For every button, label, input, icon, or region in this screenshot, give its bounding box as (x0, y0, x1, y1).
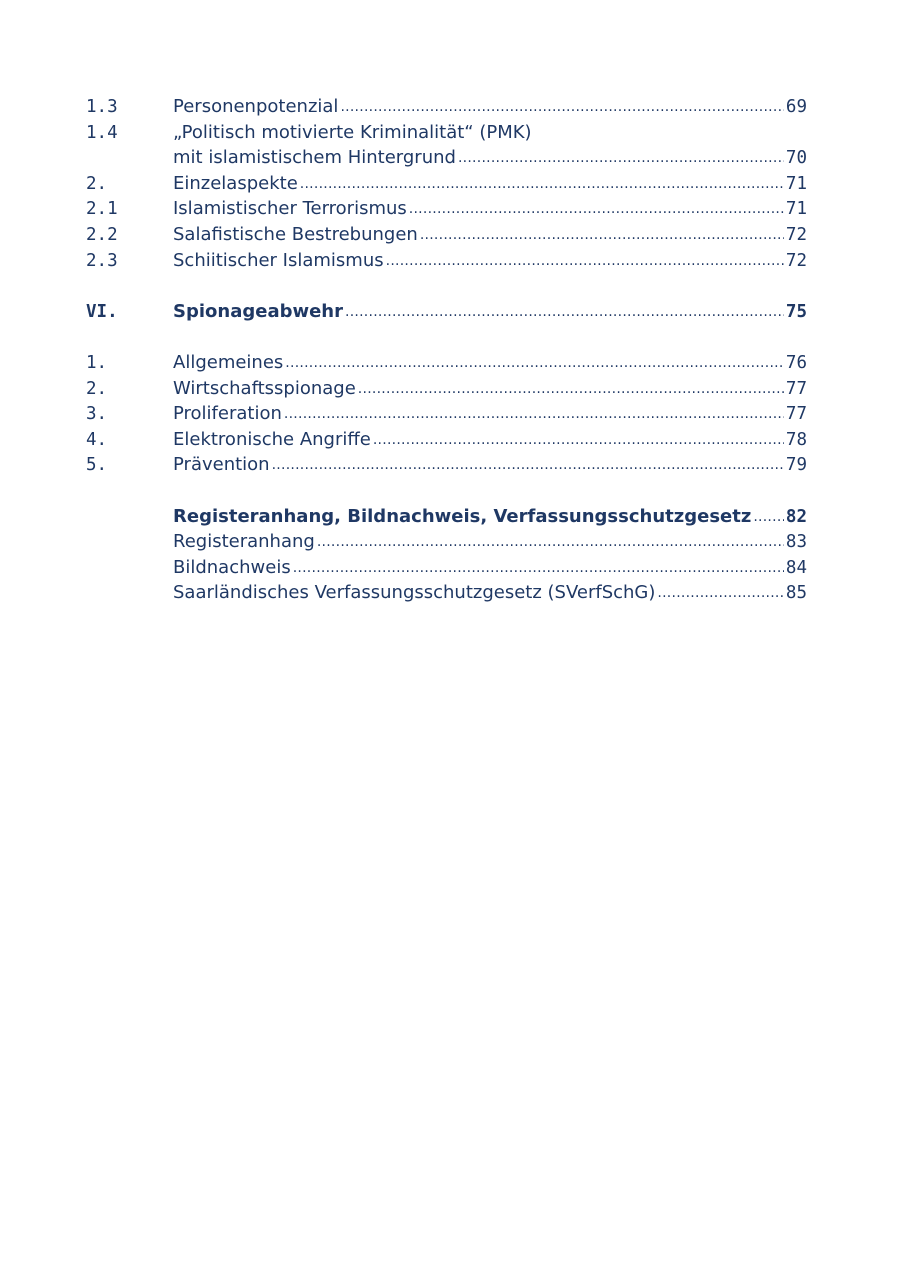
dot-leader (358, 375, 784, 403)
toc-entry-vi-1[interactable] (86, 350, 807, 376)
toc-entry-vi-3[interactable] (86, 401, 807, 427)
toc-entry-vi-2[interactable] (86, 376, 807, 402)
toc-entry-title: Registeranhang (173, 531, 315, 553)
toc-entry-page: 72 (785, 250, 807, 271)
toc-appendix-title: Registeranhang, Bildnachweis, Verfassungsschutzgesetz (173, 505, 752, 527)
spacer (86, 324, 807, 350)
toc-entry-page: 83 (785, 532, 807, 553)
dot-leader (458, 144, 784, 172)
toc-entry-page: 77 (785, 404, 807, 425)
toc-entry-title: Schiitischer Islamismus (173, 249, 384, 271)
dot-leader (284, 400, 784, 428)
dot-leader (420, 221, 784, 249)
toc-entry-page: 84 (785, 557, 807, 578)
toc-chapter-vi[interactable] (86, 299, 807, 325)
toc-entry-number: 1.3 (86, 97, 118, 117)
dot-leader (373, 426, 784, 454)
toc-appendix-heading[interactable] (86, 504, 807, 530)
toc-entry-number: 4. (86, 429, 108, 450)
table-of-contents (86, 94, 807, 606)
toc-entry-title: Prävention (173, 454, 270, 476)
toc-entry-number: 2.2 (86, 224, 118, 245)
toc-entry-title: Salafistische Bestrebungen (173, 223, 418, 245)
toc-entry-number: 5. (86, 455, 108, 476)
toc-entry-title: Elektronische Angriffe (173, 428, 371, 450)
toc-entry-2-2[interactable] (86, 222, 807, 248)
toc-entry-title: Personenpotenzial (173, 96, 339, 117)
toc-entry-page: 76 (785, 352, 807, 373)
toc-entry-page: 69 (785, 97, 807, 117)
dot-leader (753, 503, 784, 531)
toc-entry-1-4-line1[interactable] (86, 120, 807, 146)
dot-leader (317, 528, 784, 556)
toc-entry-title: Proliferation (173, 403, 282, 425)
dot-leader (657, 579, 784, 607)
toc-entry-page: 71 (785, 199, 807, 220)
toc-entry-vi-4[interactable] (86, 427, 807, 453)
toc-entry-registeranhang[interactable] (86, 529, 807, 555)
toc-entry-vi-5[interactable] (86, 452, 807, 478)
spacer (86, 478, 807, 504)
toc-entry-title: Bildnachweis (173, 556, 291, 578)
toc-entry-page: 79 (785, 455, 807, 476)
toc-entry-title: Einzelaspekte (173, 172, 298, 194)
toc-entry-title: Islamistischer Terrorismus (173, 198, 407, 220)
toc-appendix-page: 82 (785, 506, 807, 527)
toc-chapter-title: Spionageabwehr (173, 300, 343, 322)
toc-entry-title-continued: mit islamistischem Hintergrund (173, 147, 456, 169)
toc-entry-number: 2.1 (86, 199, 118, 220)
toc-entry-number: 1.4 (86, 122, 118, 143)
dot-leader (300, 170, 784, 198)
toc-entry-number: 2.3 (86, 250, 118, 271)
toc-entry-bildnachweis[interactable] (86, 555, 807, 581)
dot-leader (345, 298, 784, 326)
toc-entry-page: 71 (785, 173, 807, 194)
toc-entry-number: 2. (86, 173, 108, 194)
toc-entry-page: 70 (785, 148, 807, 169)
dot-leader (409, 195, 784, 223)
toc-entry-number: 2. (86, 378, 108, 399)
toc-entry-number: 1. (86, 352, 108, 373)
toc-entry-2[interactable] (86, 171, 807, 197)
toc-entry-page: 78 (785, 429, 807, 450)
toc-entry-sverfschg[interactable] (86, 580, 807, 606)
toc-entry-title: Saarländisches Verfassungsschutzgesetz (SVerfSchG) (173, 582, 656, 604)
dot-leader (293, 554, 784, 582)
toc-entry-page: 85 (785, 583, 807, 604)
dot-leader (285, 349, 784, 377)
toc-entry-title: Allgemeines (173, 351, 284, 373)
toc-entry-2-3[interactable] (86, 248, 807, 274)
dot-leader (340, 93, 783, 121)
toc-chapter-page: 75 (785, 301, 807, 322)
toc-entry-page: 72 (785, 224, 807, 245)
toc-entry-page: 77 (785, 378, 807, 399)
toc-entry-title: Wirtschaftsspionage (173, 377, 356, 399)
toc-chapter-number: VI. (86, 301, 118, 322)
toc-entry-1-3[interactable] (86, 94, 807, 120)
toc-entry-2-1[interactable] (86, 196, 807, 222)
toc-entry-title: „Politisch motivierte Kriminalität“ (PMK) (173, 121, 532, 143)
toc-entry-1-4-line2[interactable] (86, 145, 807, 171)
dot-leader (272, 451, 784, 479)
toc-entry-number: 3. (86, 404, 108, 425)
spacer (86, 273, 807, 299)
dot-leader (386, 247, 784, 275)
